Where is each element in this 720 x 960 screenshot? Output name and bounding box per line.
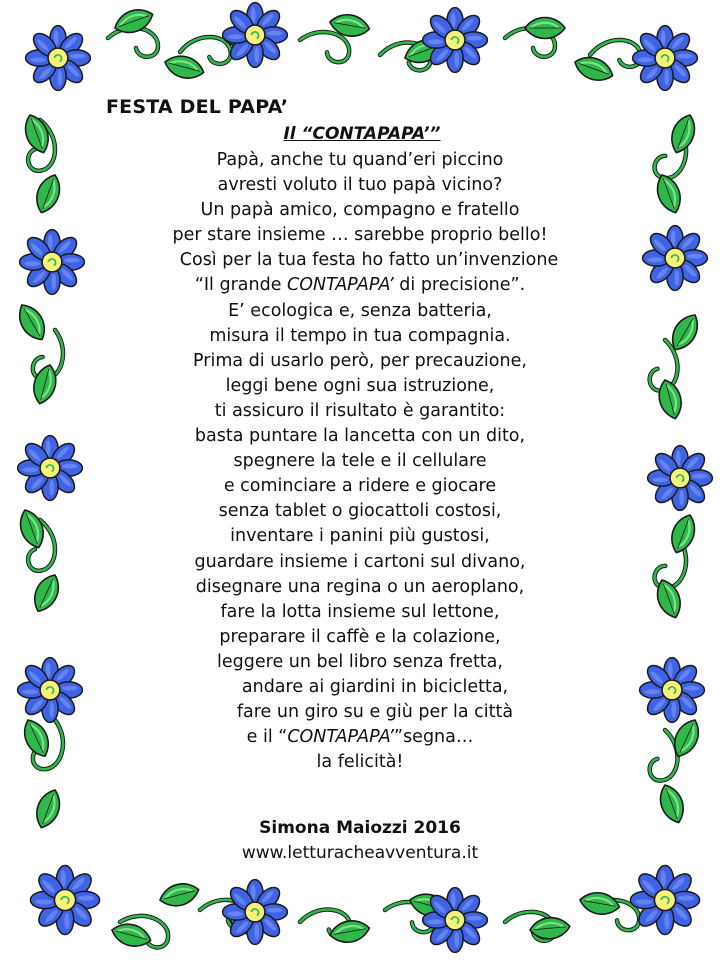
poem-line: basta puntare la lancetta con un dito, [194,426,526,447]
green-leaf-vine-icon [655,377,686,421]
green-leaf-vine-icon [31,171,64,216]
green-leaf-vine-icon [109,920,153,951]
poem-line: avresti voluto il tuo papà vicino? [217,175,503,196]
poem-line: e cominciare a ridere e giocare [223,476,497,497]
green-leaf-vine-icon [652,171,685,216]
poem-line: andare ai giardini in bicicletta, [241,676,509,697]
poem-line: senza tablet o giocattoli costosi, [218,501,502,522]
poem-line: leggi bene ogni sua istruzione, [225,375,495,396]
blue-daisy-icon [30,865,99,934]
poem-line [140,273,580,298]
poem-line [140,725,580,750]
poem-line: spegnere la tele e il cellulare [233,451,487,472]
green-leaf-vine-icon [29,571,65,616]
blue-daisy-icon [223,880,288,945]
blue-daisy-icon [640,658,705,723]
green-leaf-vine-icon [578,890,621,918]
vine-curl-icon [646,729,679,781]
poem-line: misura il tempo in tua compagnia. [209,325,511,346]
poem-line-emphasis: CONTAPAPA’ [287,275,394,296]
blue-daisy-icon [648,446,713,511]
poem-line: la felicità! [316,752,404,773]
blue-daisy-icon [423,888,488,953]
poem-line: per stare insieme … sarebbe proprio bello! [172,225,548,246]
poem-line: fare la lotta insieme sul lettone, [220,601,500,622]
poem-line: leggere un bel libro senza fretta, [217,651,503,672]
green-leaf-vine-icon [571,52,616,85]
poem-line-part: di precisione”. [393,275,526,296]
blue-daisy-icon [643,226,708,291]
poem-body [140,148,580,775]
blue-daisy-icon [223,3,288,68]
blue-daisy-icon [26,26,91,91]
poem-line: Un papà amico, compagno e fratello [200,200,520,221]
green-leaf-vine-icon [15,506,48,551]
blue-daisy-icon [20,230,85,295]
green-leaf-vine-icon [157,880,201,911]
poem-line: ti assicuro il risultato è garantito: [214,400,506,421]
poem-line: Così per la tua festa ho fatto un’invenzione [179,250,559,271]
poem-line: Prima di usarlo però, per precauzione, [193,350,527,371]
green-leaf-vine-icon [525,18,565,39]
poem-line: E’ ecologica e, senza batteria, [228,300,492,321]
poem-title: Il “CONTAPAPA’” [283,124,441,144]
poem-line: disegnare una regina o un aeroplano, [195,576,525,597]
poem-line: guardare insieme i cartoni sul divano, [194,551,526,572]
poem-line: inventare i panini più gustosi, [230,526,490,547]
page-title: FESTA DEL PAPA’ [106,96,289,118]
green-leaf-vine-icon [162,52,206,83]
blue-daisy-icon [423,8,488,73]
poem-line: preparare il caffè e la colazione, [219,626,501,647]
poem-line-part: ”segna… [394,727,474,748]
green-leaf-vine-icon [13,300,51,345]
poem-line: fare un giro su e giù per la città [236,702,514,723]
poem-line-part: “Il grande [194,275,288,296]
blue-daisy-icon [18,436,83,501]
green-leaf-vine-icon [666,511,699,556]
green-leaf-vine-icon [328,918,371,946]
poem-line-emphasis: CONTAPAPA’ [287,727,394,748]
author-signature: Simona Maiozzi 2016 [259,818,461,838]
blue-daisy-icon [630,865,699,934]
blue-daisy-icon [633,26,698,91]
blue-daisy-icon [18,658,83,723]
poem-line: Papà, anche tu quand’eri piccino [216,150,504,170]
poem-line-part: e il “ [246,727,288,748]
website-url: www.letturacheavventura.it [241,843,479,863]
